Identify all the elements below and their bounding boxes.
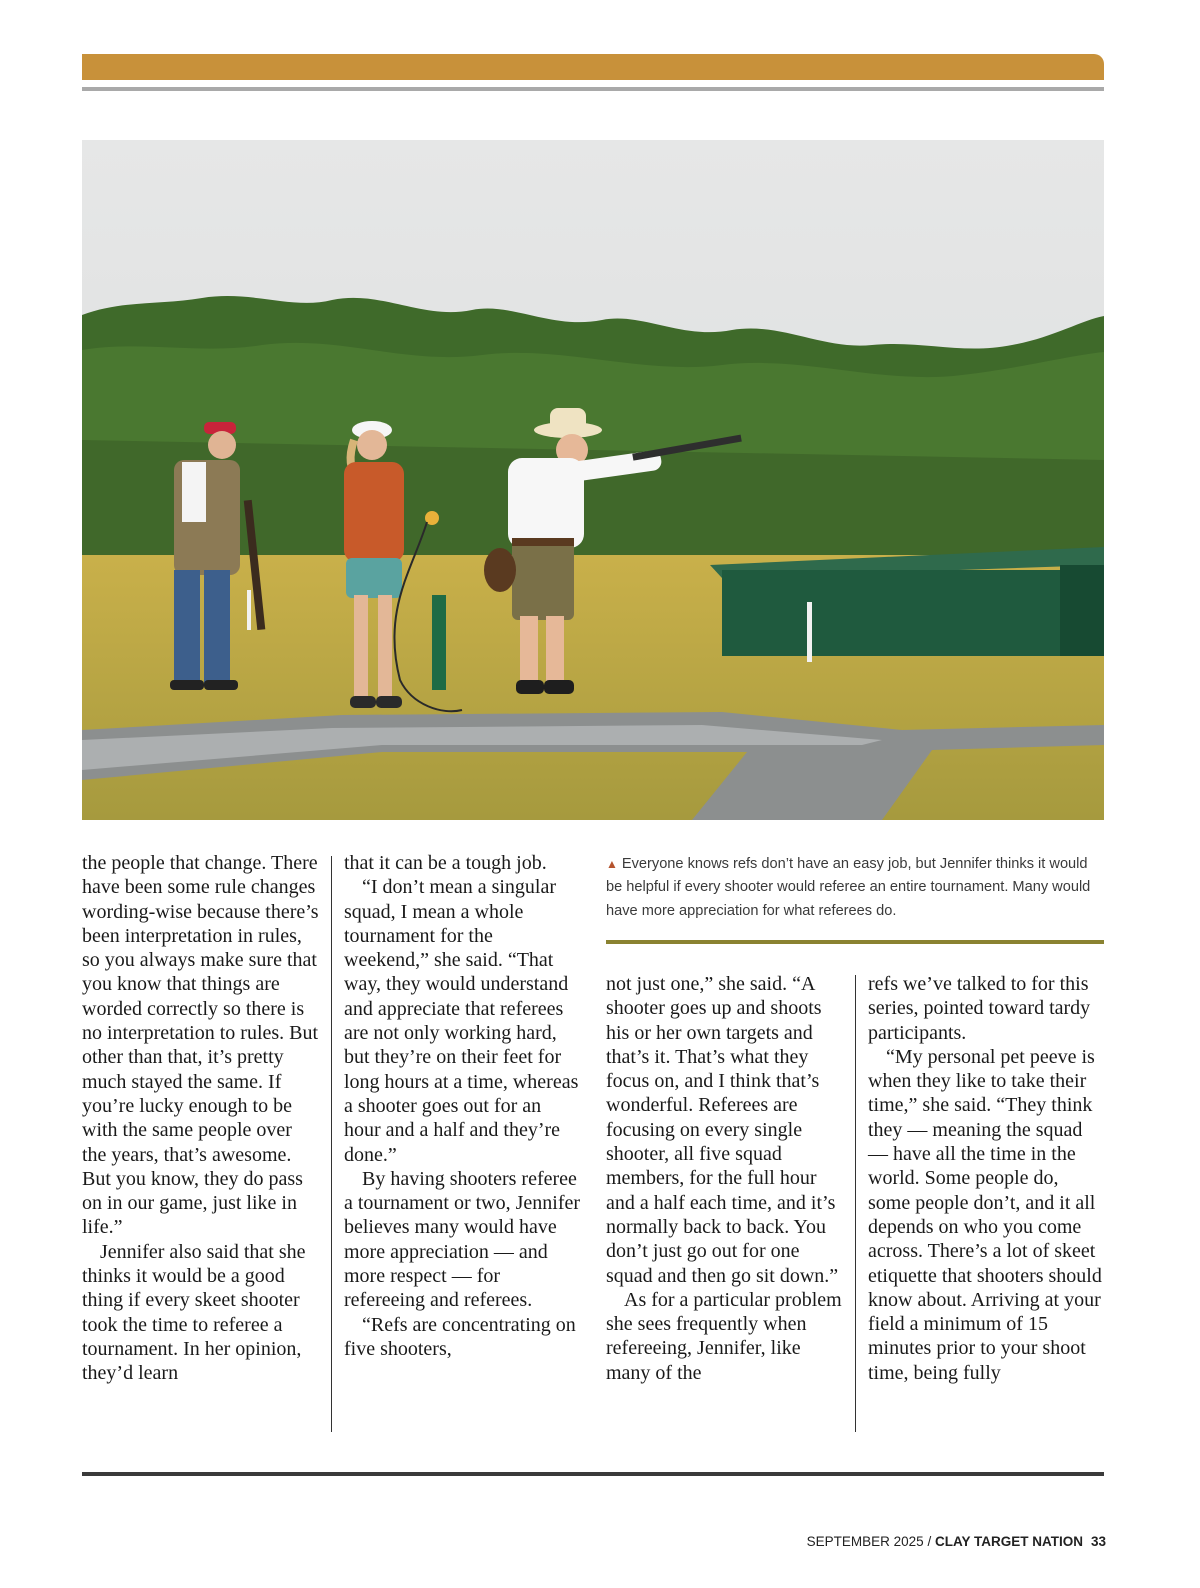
article-column-1: [82, 851, 320, 1386]
triangle-marker-icon: ▲: [606, 857, 618, 871]
article-paragraph: “I don’t mean a singular squad, I mean a whole tournament for the weekend,” she said. “That way, they would understand and appreciate that referees are not only working hard, but they’re on their feet for long hours at a time, whereas a shooter goes out for an hour and a half and they’re done.”: [344, 876, 579, 1166]
photo-caption: [606, 853, 1104, 923]
article-paragraph: refs we’ve talked to for this series, pointed toward tardy participants.: [868, 973, 1091, 1044]
caption-text: Everyone knows refs don’t have an easy job, but Jennifer thinks it would be helpful if every shooter would referee an entire tournament. Many would have more appreciation for what referees do.: [606, 856, 1091, 919]
article-column-4: [868, 972, 1104, 1385]
header-rule: [82, 87, 1104, 91]
footer-rule: [82, 1472, 1104, 1476]
article-paragraph: not just one,” she said. “A shooter goes up and shoots his or her own targets and that’s it. That’s what they focus on, and I think that’s wonderful. Referees are focusing on every single shooter, all five squad members, for the full hour and a half each time, and it’s normally back to back. You don’t just go out for one squad and then go sit down.”: [606, 973, 839, 1287]
article-paragraph: “Refs are concentrating on five shooters,: [344, 1313, 576, 1360]
article-paragraph: As for a particular problem she sees frequently when refereeing, Jennifer, like many of the: [606, 1288, 842, 1384]
article-paragraph: Jennifer also said that she thinks it would be a good thing if every skeet shooter took the time to referee a tournament. In her opinion, they’d learn: [82, 1240, 306, 1385]
caption-rule: [606, 940, 1104, 944]
page-footer: [807, 1534, 1106, 1549]
header-accent-bar: [82, 54, 1104, 80]
article-column-3: [606, 972, 844, 1385]
photo-image: [82, 140, 1104, 820]
article-paragraph: the people that change. There have been some rule changes wording-wise because there’s been interpretation in rules, so you always make sure that you know that things are worded correctly so there is no interpretation to rules. But other than that, it’s pretty much stayed the same. If you’re lucky enough to be with the same people over the years, that’s awesome. But you know, they do pass on in our game, just like in life.”: [82, 852, 319, 1239]
issue-date: SEPTEMBER 2025: [806, 1534, 924, 1549]
column-divider: [331, 856, 332, 1432]
article-paragraph: that it can be a tough job.: [344, 852, 547, 874]
article-paragraph: By having shooters referee a tournament or two, Jennifer believes many would have more appreciation — and more respect — for refereeing and referees.: [344, 1167, 581, 1312]
page-number: 33: [1090, 1534, 1106, 1549]
magazine-name: CLAY TARGET NATION: [934, 1534, 1083, 1549]
article-paragraph: “My personal pet peeve is when they like to take their time,” she said. “They think they — meaning the squad — have all the time in the world. Some people do, some people don’t, and it all depends on who you come across. There’s a lot of skeet etiquette that shooters should know about. Arriving at your field a minimum of 15 minutes prior to your shoot time, being fully: [868, 1045, 1102, 1384]
footer-separator: /: [923, 1534, 935, 1549]
article-column-2: [344, 851, 582, 1361]
column-divider: [855, 975, 856, 1432]
